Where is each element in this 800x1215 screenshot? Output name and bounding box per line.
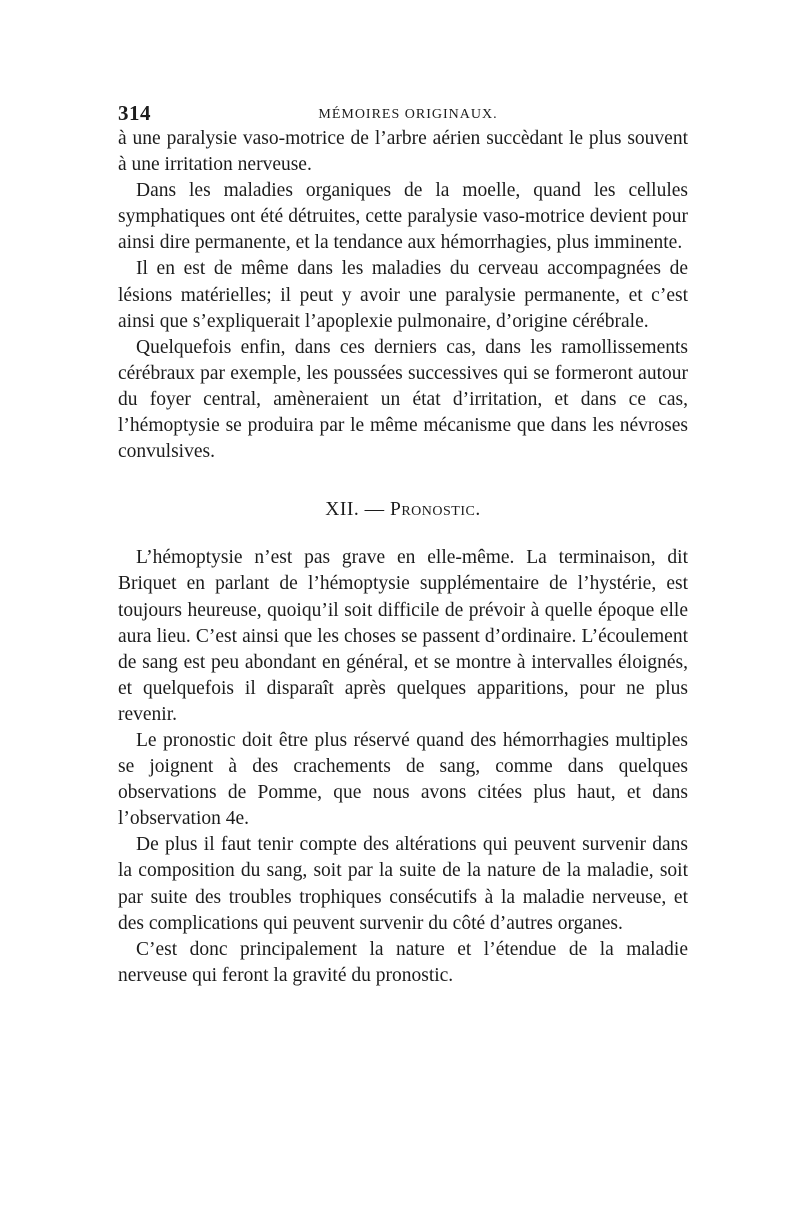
page-number: 314	[118, 101, 151, 125]
paragraph-cerveau: Il en est de même dans les maladies du cerveau accompagnées de lésions matérielles; il peut y avoir une paralysie permanente, et c’est ainsi que s’expliquerait l’apoplexie pulmonaire, d’origine cérébrale.	[118, 258, 688, 332]
paragraph-continuation: à une paralysie vaso-motrice de l’arbre aérien succèdant le plus souvent à une irritation nerveuse.	[118, 128, 688, 176]
paragraph-ramollissements: Quelquefois enfin, dans ces derniers cas, dans les ramollissements cérébraux par exemple, les poussées successives qui se formeront autour du foyer central, amèneraient un état d’irritation, et dans ce cas, l’hémoptysie se produira par le même mécanisme que dans les névroses convulsives.	[118, 336, 688, 463]
section-title: Pronostic.	[389, 499, 481, 521]
paragraph-alterations: De plus il faut tenir compte des altérations qui peuvent survenir dans la composition du sang, soit par la suite de la nature de la maladie, soit par suite des troubles trophiques consécutifs à la maladie nerveuse, et des complications qui peuvent survenir du côté d’autres organes.	[118, 834, 688, 934]
section-heading	[118, 497, 688, 523]
book-page	[118, 98, 688, 989]
section-dash: —	[364, 499, 385, 521]
paragraph-moelle: Dans les maladies organiques de la moelle, quand les cellules symphatiques ont été détruites, cette paralysie vaso-motrice devient pour ainsi dire permanente, et la tendance aux hémorrhagies, plus imminente.	[118, 180, 688, 254]
section-number: XII.	[325, 499, 360, 521]
running-title: MÉMOIRES ORIGINAUX.	[318, 107, 498, 122]
paragraph-conclusion: C’est donc principalement la nature et l’étendue de la maladie nerveuse qui feront la gravité du pronostic.	[118, 938, 688, 986]
paragraph-terminaison: L’hémoptysie n’est pas grave en elle-même. La terminaison, dit Briquet en parlant de l’hémoptysie supplémentaire de l’hystérie, est toujours heureuse, quoiqu’il soit difficile de prévoir à quelle époque elle aura lieu. C’est ainsi que les choses se passent d’ordinaire. L’écoulement de sang est peu abondant en général, et se montre à intervalles éloignés, et quelquefois il disparaît après quelques apparitions, pour ne plus revenir.	[118, 547, 688, 725]
running-head	[118, 98, 688, 126]
paragraph-pronostic-reserve: Le pronostic doit être plus réservé quand des hémorrhagies multiples se joignent à des crachements de sang, comme dans quelques observations de Pomme, que nous avons citées plus haut, et dans l’observation 4e.	[118, 729, 688, 830]
